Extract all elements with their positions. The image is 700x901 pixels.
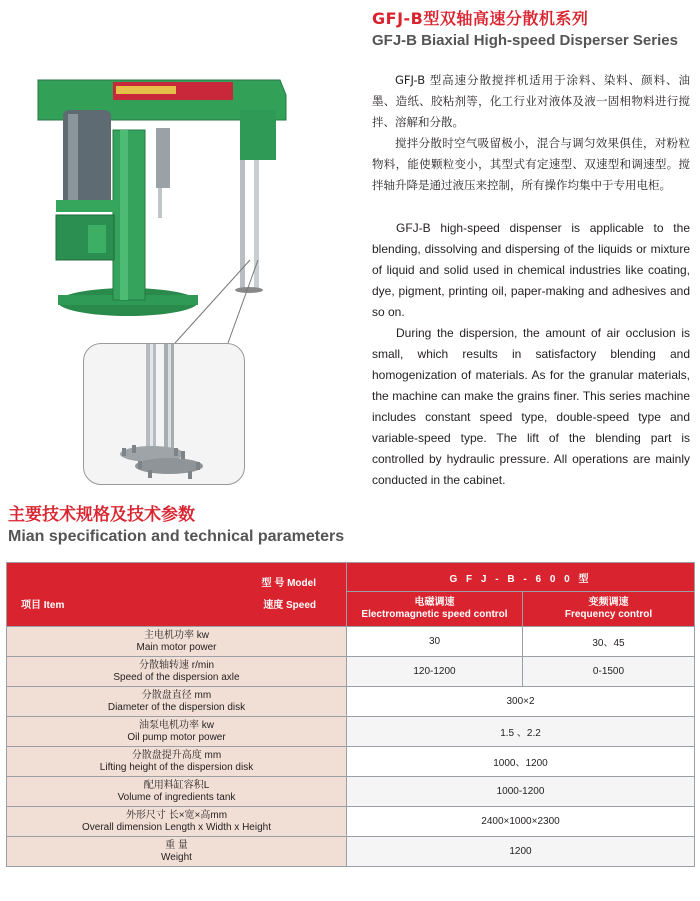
row-value: 300×2 [347,687,695,717]
row-label [7,687,347,717]
row-label-en: Main motor power [136,641,217,653]
table-row [7,807,695,837]
electromagnetic-header-en: Electromagnetic speed control [361,609,508,620]
frequency-header-en: Frequency control [564,609,653,620]
speed-header-label: 速度 Speed [263,600,316,611]
description-cn-paragraph-1: GFJ-B 型高速分散搅拌机适用于涂料、染料、颜料、油墨、造纸、胶粘剂等，化工行业对液体及液一固相物料进行搅拌、溶解和分散。 [372,73,690,129]
spec-table [6,562,695,867]
table-row [7,837,695,867]
table-row [7,627,695,657]
row-label-en: Diameter of the dispersion disk [107,701,246,713]
dispersion-disk-detail [83,343,245,485]
electromagnetic-column-header [347,592,523,627]
table-corner-header [7,563,347,627]
row-value: 30 [347,627,523,657]
item-header-label: 项目 Item [21,600,65,611]
table-row [7,777,695,807]
frequency-header-cn: 变频调速 [588,597,629,608]
row-label [7,657,347,687]
row-label-en: Volume of ingredients tank [117,791,236,803]
series-title-cn: GFJ-B型双轴高速分散机系列 [372,9,589,28]
dispersion-disk-icon [84,344,244,484]
row-value: 2400×1000×2300 [347,807,695,837]
row-label-en: Speed of the dispersion axle [113,671,240,683]
product-description [372,70,690,491]
row-value: 1200 [347,837,695,867]
row-label-cn: 重 量 [165,839,188,851]
electromagnetic-header-cn: 电磁调速 [414,597,455,608]
description-cn-paragraph-2: 搅拌分散时空气吸留极小，混合与调匀效果俱佳，对粉粒物料，能使颗粒变小，其型式有定速型、双速型和调速型。搅拌轴升降是通过液压来控制，所有操作均集中于专用电柜。 [372,136,690,192]
row-label [7,717,347,747]
row-label [7,627,347,657]
row-label [7,807,347,837]
spec-section-title-cn: 主要技术规格及技术参数 [8,505,195,525]
row-label [7,747,347,777]
row-label-en: Lifting height of the dispersion disk [99,761,254,773]
row-value: 1000-1200 [347,777,695,807]
frequency-column-header [523,592,695,627]
row-label [7,837,347,867]
row-label-cn: 分散轴转速 r/min [139,659,214,671]
description-en-paragraph-1: GFJ-B high-speed dispenser is applicable to the blending, dissolving and dispersing of the liquids or mixture of liquid and solid used in chemical industries like coating, dye, pigment, printing oil, paper-making and adhesives and so on. [372,221,690,319]
spec-section-title-en: Mian specification and technical parameters [8,528,345,545]
row-label-en: Weight [161,851,192,863]
row-label-en: Overall dimension Length x Width x Height [82,821,271,833]
model-value-header: G F J - B - 6 0 0 型 [347,563,695,592]
description-en-paragraph-2: During the dispersion, the amount of air occlusion is small, which results in satisfactory blending and homogenization of materials. As for the granular materials, the machine can make the grains finer. This series machine includes constant speed type, double-speed type and variable-speed type. The lift of the blending part is controlled by hydraulic pressure. All operations are mainly conducted in the cabinet. [372,326,690,487]
table-row [7,657,695,687]
table-row [7,687,695,717]
disperser-machine-image [8,40,308,330]
row-label-cn: 主电机功率 kw [144,629,209,641]
row-value: 1.5 、2.2 [347,717,695,747]
row-label-cn: 分散盘提升高度 mm [131,749,222,761]
series-title-en: GFJ-B Biaxial High-speed Disperser Series [372,32,678,49]
row-label-cn: 油泵电机功率 kw [139,719,214,731]
row-label-en: Oil pump motor power [127,731,226,743]
row-label [7,777,347,807]
row-value: 120-1200 [347,657,523,687]
table-row [7,747,695,777]
row-value: 30、45 [523,627,695,657]
row-value: 1000、1200 [347,747,695,777]
table-row [7,717,695,747]
row-label-cn: 外形尺寸 长×宽×高mm [125,809,228,821]
model-header-label: 型 号 Model [261,578,316,589]
row-label-cn: 配用料缸容积L [143,779,210,791]
row-label-cn: 分散盘直径 mm [141,689,212,701]
row-value: 0-1500 [523,657,695,687]
